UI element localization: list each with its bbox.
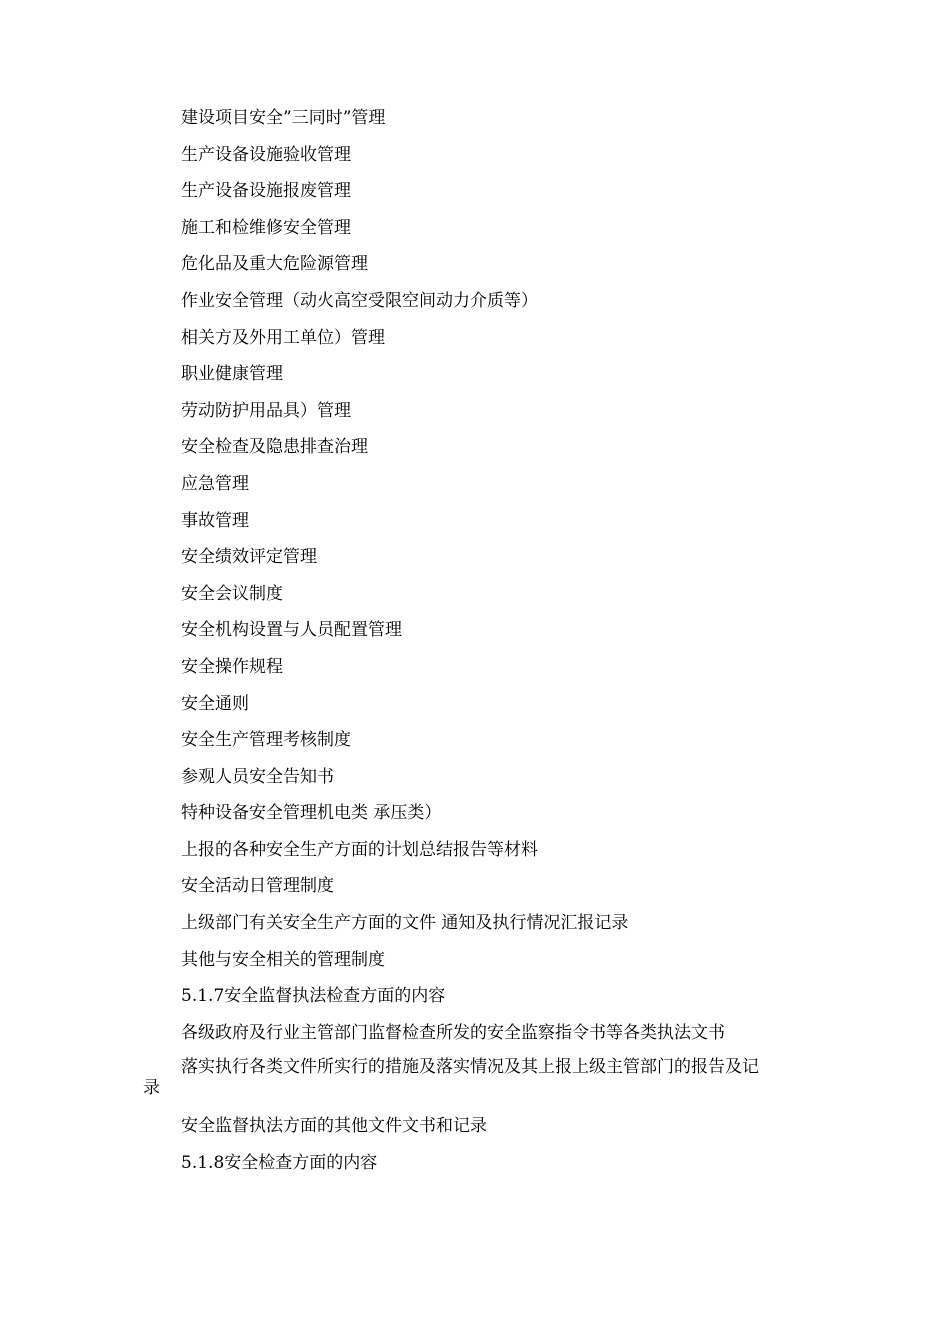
text-line: 职业健康管理 [181, 364, 283, 385]
text-line: 上级部门有关安全生产方面的文件 通知及执行情况汇报记录 [181, 913, 629, 934]
text-line: 安全生产管理考核制度 [181, 730, 351, 751]
text-line: 作业安全管理（动火高空受限空间动力介质等） [181, 290, 538, 311]
text-line: 危化品及重大危险源管理 [181, 254, 368, 275]
wrapped-line-first: 落实执行各类文件所实行的措施及落实情况及其上报上级主管部门的报告及记 [181, 1057, 759, 1078]
section-heading: 5.1.7安全监督执法检查方面的内容 [181, 986, 446, 1007]
text-line: 安全通则 [181, 693, 249, 714]
document-body [143, 106, 821, 1188]
text-line: 安全操作规程 [181, 656, 283, 677]
text-line: 相关方及外用工单位）管理 [181, 327, 385, 348]
text-line: 施工和检维修安全管理 [181, 217, 351, 238]
text-line: 安全机构设置与人员配置管理 [181, 620, 402, 641]
text-line: 建设项目安全”三同时”管理 [181, 108, 386, 128]
wrapped-text-line [143, 1057, 821, 1114]
text-line: 上报的各种安全生产方面的计划总结报告等材料 [181, 839, 538, 860]
text-line: 劳动防护用品具）管理 [181, 400, 351, 421]
wrapped-line-rest: 录 [143, 1078, 160, 1099]
text-line: 安全活动日管理制度 [181, 876, 334, 897]
text-line: 生产设备设施报废管理 [181, 181, 351, 202]
text-line: 安全监督执法方面的其他文件文书和记录 [181, 1116, 487, 1137]
text-line: 其他与安全相关的管理制度 [181, 949, 385, 970]
text-line: 事故管理 [181, 510, 249, 531]
text-line: 各级政府及行业主管部门监督检查所发的安全监察指令书等各类执法文书 [181, 1022, 725, 1043]
section-heading: 5.1.8安全检查方面的内容 [181, 1153, 378, 1174]
text-line: 生产设备设施验收管理 [181, 144, 351, 165]
text-line: 安全会议制度 [181, 583, 283, 604]
text-line: 安全绩效评定管理 [181, 547, 317, 568]
text-line: 应急管理 [181, 473, 249, 494]
text-line: 特种设备安全管理机电类 承压类） [181, 803, 442, 824]
text-line: 安全检查及隐患排查治理 [181, 437, 368, 458]
text-line: 参观人员安全告知书 [181, 766, 334, 787]
